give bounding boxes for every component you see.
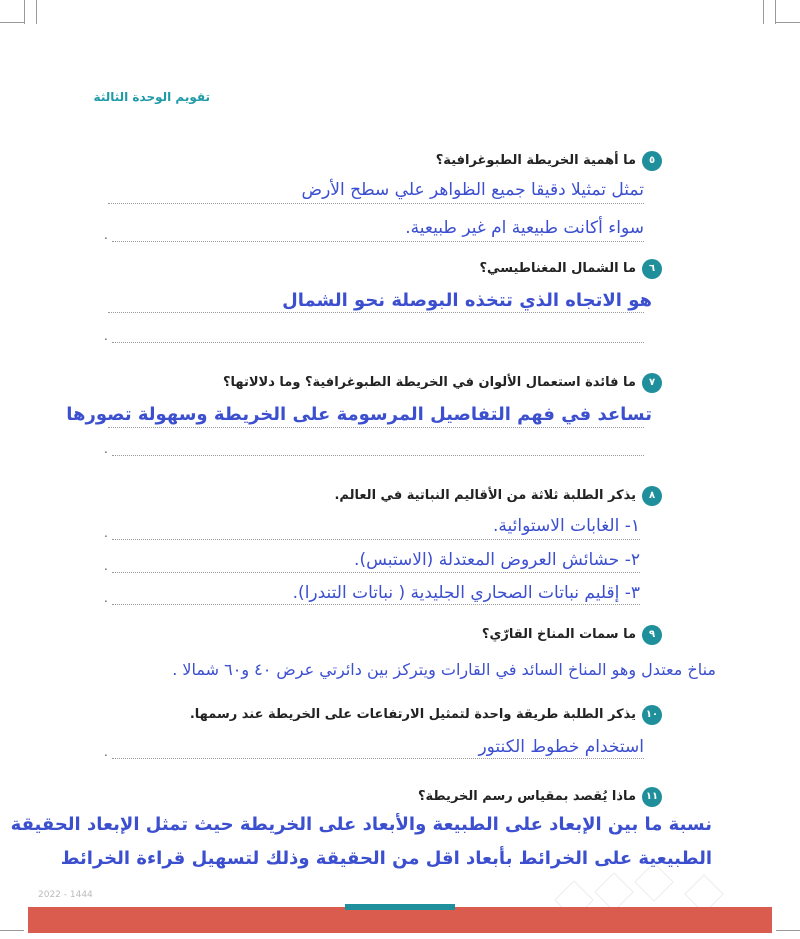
question-number-badge: ٧ [642,373,662,393]
answer-dotted-line [112,539,640,540]
answer-line: مناخ معتدل وهو المناخ السائد في القارات ويتركز بين دائرتي عرض ٤٠ و٦٠ شمالا . [172,660,716,679]
question-11 [418,786,662,807]
answer-line: ٣- إقليم نباتات الصحاري الجليدية ( نباتات التندرا). [292,583,640,603]
answer-line: ٢- حشائش العروض المعتدلة (الاستبس). [354,550,640,570]
answer-line: ١- الغابات الاستوائية. [493,516,640,536]
footer-tab [345,904,455,910]
line-end-dot: . [104,591,108,605]
crop-mark [0,930,24,931]
question-6 [480,258,662,279]
answer-line: نسبة ما بين الإبعاد على الطبيعة والأبعاد على الخريطة حيث تمثل الإبعاد الحقيقة [10,814,712,835]
answer-dotted-line [112,342,644,343]
question-text: ما سمات المناخ القارّي؟ [481,627,636,642]
question-8 [334,485,662,506]
question-text: ما فائدة استعمال الألوان في الخريطة الطبوغرافية؟ وما دلالاتها؟ [222,375,636,390]
answer-dotted-line [108,203,644,204]
line-end-dot: . [104,559,108,573]
question-text: يذكر الطلبة ثلاثة من الأقاليم النباتية في العالم. [334,488,636,503]
crop-mark [763,0,764,24]
crop-mark [775,0,776,24]
question-number-badge: ٨ [642,486,662,506]
line-end-dot: . [104,329,108,343]
page-code: 2022 - 1444 [38,890,93,900]
answer-line: سواء أكانت طبيعية ام غير طبيعية. [405,218,644,238]
crop-mark [776,930,800,931]
footer-bar [28,907,772,933]
answer-dotted-line [112,758,644,759]
line-end-dot: . [104,228,108,242]
unit-title: تقويم الوحدة الثالثة [93,90,210,104]
question-9 [482,624,662,645]
line-end-dot: . [104,526,108,540]
crop-mark [776,22,800,23]
line-end-dot: . [104,745,108,759]
answer-dotted-line [112,241,644,242]
footer-decoration [594,872,634,912]
question-number-badge: ١١ [642,787,662,807]
question-text: ماذا يُقصد بمقياس رسم الخريطة؟ [417,789,636,804]
question-7 [223,372,662,393]
answer-dotted-line [108,427,644,428]
answer-line: هو الاتجاه الذي تتخذه البوصلة نحو الشمال [282,290,652,311]
answer-line: تساعد في فهم التفاصيل المرسومة على الخريطة وسهولة تصورها [66,404,652,425]
crop-mark [24,0,25,24]
question-text: ما الشمال المغناطيسي؟ [479,261,636,276]
line-end-dot: . [104,442,108,456]
question-number-badge: ٥ [642,151,662,171]
answer-line: استخدام خطوط الكنتور [478,737,644,757]
answer-dotted-line [108,312,644,313]
answer-dotted-line [112,604,640,605]
answer-line: الطبيعية على الخرائط بأبعاد اقل من الحقيقة وذلك لتسهيل قراءة الخرائط [60,848,712,869]
question-number-badge: ٩ [642,625,662,645]
question-text: يذكر الطلبة طريقة واحدة لتمثيل الارتفاعات على الخريطة عند رسمها. [189,707,636,722]
question-number-badge: ١٠ [642,705,662,725]
answer-line: تمثل تمثيلا دقيقا جميع الظواهر علي سطح الأرض [301,180,644,200]
answer-dotted-line [112,572,640,573]
crop-mark [36,0,37,24]
question-number-badge: ٦ [642,259,662,279]
answer-dotted-line [112,455,644,456]
question-text: ما أهمية الخريطة الطبوغرافية؟ [435,153,636,168]
crop-mark [0,22,24,23]
question-5 [436,150,662,171]
question-10 [190,704,662,725]
